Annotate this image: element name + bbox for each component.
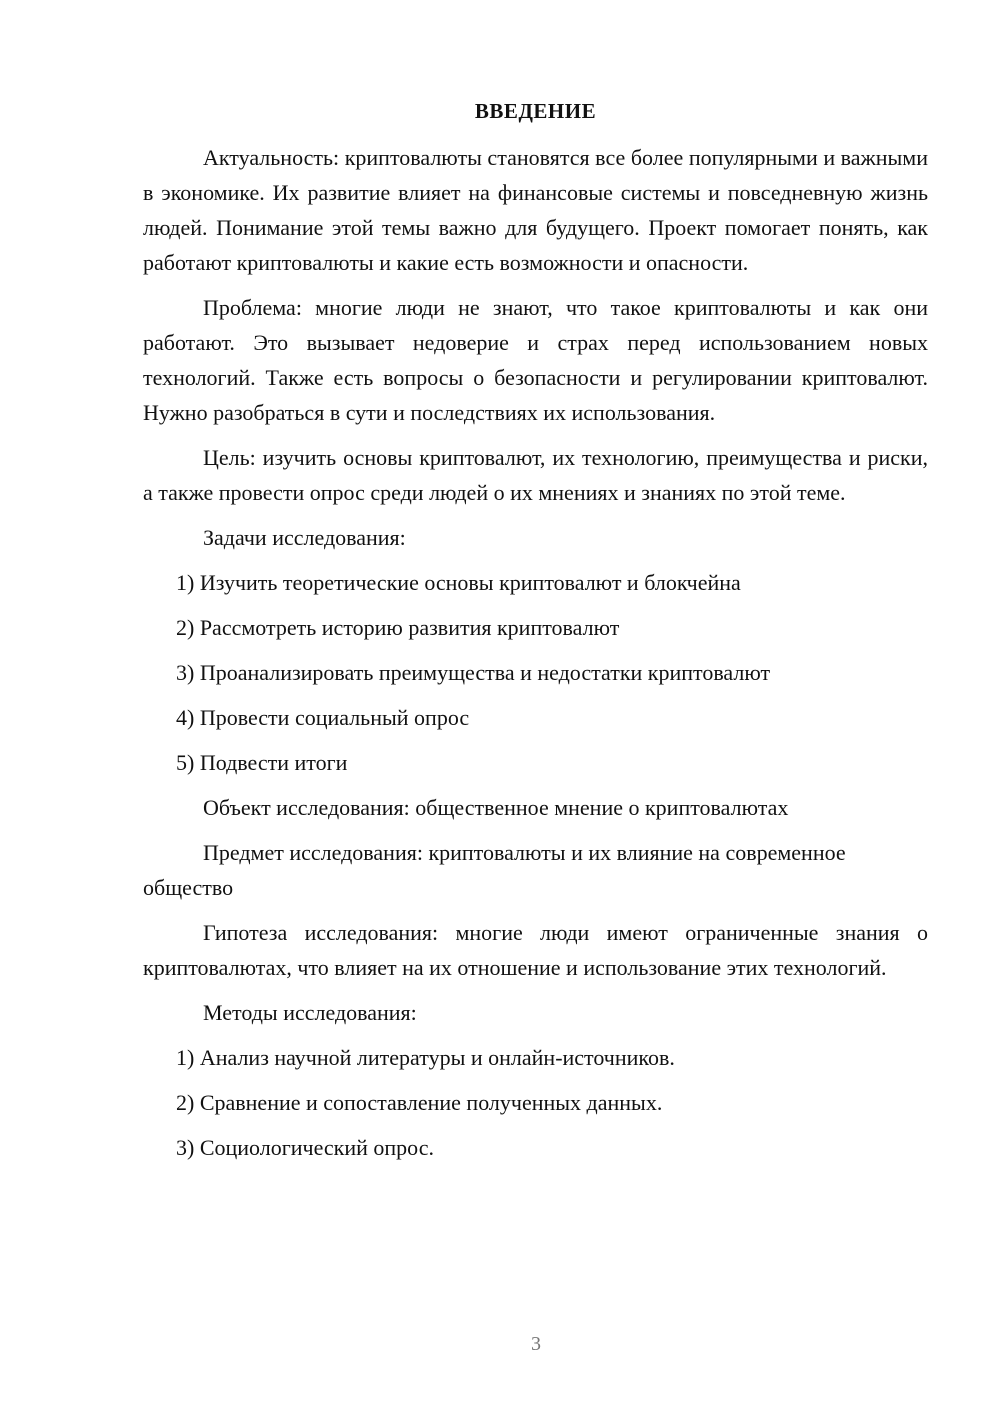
list-item: 4) Провести социальный опрос [176,705,470,730]
methods-heading: Методы исследования: [203,1000,417,1025]
relevance-paragraph: Актуальность: криптовалюты становятся все более популярными и важными в экономике. Их развитие влияет на финансовые системы и повседневную жизнь людей. Понимание этой темы важно для будущего. Проект помогает понять, как работают криптовалюты и какие есть возможности и опасности. [143,145,928,275]
hypothesis-paragraph: Гипотеза исследования: многие люди имеют ограниченные знания о криптовалютах, что влияет на их отношение и использование этих технологий. [143,920,928,980]
problem-paragraph: Проблема: многие люди не знают, что такое криптовалюты и как они работают. Это вызывает недоверие и страх перед использованием новых технологий. Также есть вопросы о безопасности и регулировании криптовалют. Нужно разобраться в сути и последствиях их использования. [143,295,928,425]
list-item: 5) Подвести итоги [176,750,348,775]
methods-list [143,1040,928,1165]
list-item: 1) Изучить теоретические основы криптовалют и блокчейна [176,570,741,595]
goal-paragraph: Цель: изучить основы криптовалют, их технологию, преимущества и риски, а также провести опрос среди людей о их мнениях и знаниях по этой теме. [143,445,928,505]
list-item: 3) Проанализировать преимущества и недостатки криптовалют [176,660,771,685]
page-number: 3 [531,1333,541,1355]
section-title: ВВЕДЕНИЕ [474,99,597,123]
list-item: 1) Анализ научной литературы и онлайн-источников. [176,1045,675,1070]
list-item: 3) Социологический опрос. [176,1135,434,1160]
list-item: 2) Сравнение и сопоставление полученных данных. [176,1090,663,1115]
object-paragraph: Объект исследования: общественное мнение о криптовалютах [203,795,789,820]
tasks-list [143,565,928,780]
subject-paragraph: Предмет исследования: криптовалюты и их влияние на современное общество [143,840,846,900]
page-content [143,96,928,1175]
tasks-heading: Задачи исследования: [203,525,406,550]
list-item: 2) Рассмотреть историю развития криптовалют [176,615,620,640]
